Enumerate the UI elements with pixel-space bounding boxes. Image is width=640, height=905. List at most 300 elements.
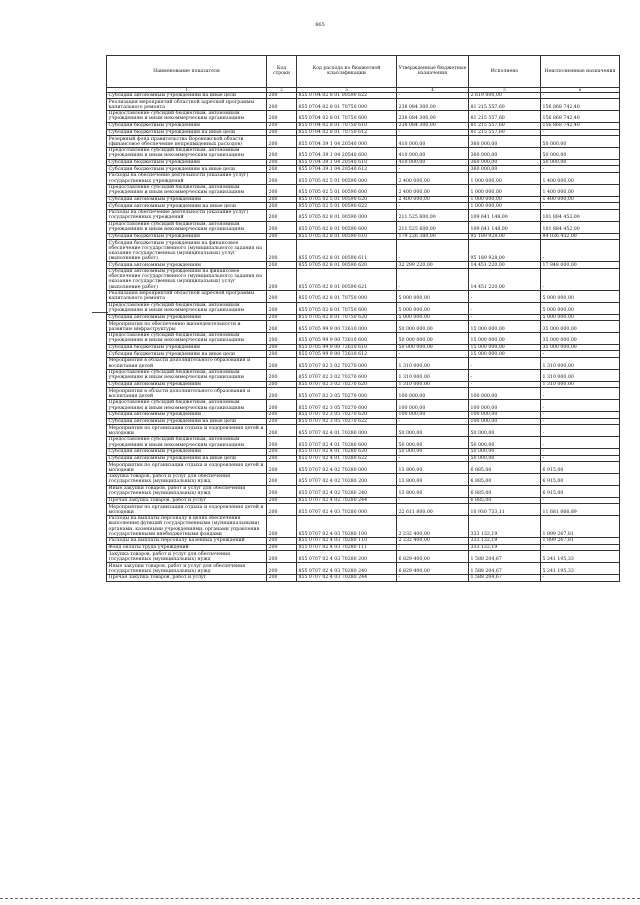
table-row xyxy=(107,221,620,233)
indicator-name-cell: Расходы на обеспечение деятельности (оказание услуг) государственных учреждений xyxy=(107,210,267,222)
table-row xyxy=(107,240,620,262)
executed-cell: 2 619 000,00 xyxy=(469,92,541,99)
indicator-name-cell: Субсидии автономным учреждениям на иные цели xyxy=(107,418,267,425)
approved-cell: 50 000,00 xyxy=(397,437,469,449)
approved-cell: 2 232 400,00 xyxy=(397,516,469,538)
column-number: 3 xyxy=(297,87,397,92)
executed-cell: 1 000 000,00 xyxy=(469,196,541,203)
approved-cell: 2 400 000,00 xyxy=(397,184,469,196)
executed-cell: 1 588 204,67 xyxy=(469,563,541,575)
approved-cell: 6 829 400,00 xyxy=(397,551,469,563)
budget-code-cell: 855 0704 39 1 04 20540 610 xyxy=(297,159,397,166)
indicator-name-cell: Закупка товаров, работ и услуг для обеспечения государственных (муниципальных) нужд xyxy=(107,551,267,563)
unexecuted-cell: - xyxy=(541,388,620,400)
unexecuted-cell: 1 400 000,00 xyxy=(541,173,620,185)
executed-cell: - xyxy=(469,358,541,370)
unexecuted-cell: 1 400 000,00 xyxy=(541,184,620,196)
table-row xyxy=(107,203,620,210)
budget-code-cell: 855 0705 02 8 01 00590 610 xyxy=(297,233,397,240)
indicator-name-cell: Предоставление субсидий бюджетным, автономным учреждениям и иным некоммерческим организациям xyxy=(107,400,267,412)
unexecuted-cell: 1 310 000,00 xyxy=(541,358,620,370)
unexecuted-cell: 5 000 000,00 xyxy=(541,290,620,302)
unexecuted-cell: 5 000 000,00 xyxy=(541,314,620,321)
indicator-name-cell: Мероприятия по организации отдыха и оздоровления детей и молодежи xyxy=(107,425,267,437)
table-body xyxy=(107,92,620,581)
line-code-cell: 200 xyxy=(267,314,297,321)
table-row xyxy=(107,448,620,455)
table-row xyxy=(107,233,620,240)
table-row xyxy=(107,474,620,486)
line-code-cell: 200 xyxy=(267,358,297,370)
approved-cell: 6 829 400,00 xyxy=(397,563,469,575)
executed-cell: 360 000,00 xyxy=(469,136,541,148)
budget-code-cell: 855 0707 02 3 02 70270 000 xyxy=(297,358,397,370)
line-code-cell: 200 xyxy=(267,196,297,203)
budget-code-cell: 855 0705 02 5 01 00590 622 xyxy=(297,203,397,210)
table-row xyxy=(107,497,620,504)
table-row xyxy=(107,388,620,400)
budget-code-cell: 855 0704 39 1 04 20540 000 xyxy=(297,136,397,148)
unexecuted-cell: - xyxy=(541,129,620,136)
budget-code-cell: 855 0707 02 3 02 70270 600 xyxy=(297,369,397,381)
unexecuted-cell: - xyxy=(541,351,620,358)
header-line-code: Код строки xyxy=(267,56,297,88)
line-code-cell: 200 xyxy=(267,497,297,504)
budget-code-cell: 855 0705 99 9 00 72610 610 xyxy=(297,344,397,351)
budget-code-cell: 855 0704 02 8 01 70750 612 xyxy=(297,129,397,136)
table-row xyxy=(107,485,620,497)
line-code-cell: 200 xyxy=(267,302,297,314)
executed-cell: 100 000,00 xyxy=(469,411,541,418)
executed-cell: - xyxy=(469,369,541,381)
table-row xyxy=(107,321,620,333)
approved-cell: - xyxy=(397,455,469,462)
approved-cell: 50 000 000,00 xyxy=(397,321,469,333)
unexecuted-cell: - xyxy=(541,269,620,291)
line-code-cell: 200 xyxy=(267,203,297,210)
unexecuted-cell: 50 000,00 xyxy=(541,148,620,160)
approved-cell: - xyxy=(397,575,469,582)
unexecuted-cell: 6 915,00 xyxy=(541,474,620,486)
budget-code-cell: 855 0704 02 8 01 70750 600 xyxy=(297,111,397,123)
column-number: 1 xyxy=(107,87,267,92)
budget-execution-table xyxy=(106,55,620,582)
indicator-name-cell: Субсидии бюджетным учреждениям xyxy=(107,159,267,166)
executed-cell: 15 000 000,00 xyxy=(469,333,541,345)
table-row xyxy=(107,437,620,449)
approved-cell: - xyxy=(397,129,469,136)
indicator-name-cell: Субсидии автономным учреждениям на иные цели xyxy=(107,455,267,462)
approved-cell: - xyxy=(397,269,469,291)
budget-code-cell: 855 0704 39 1 04 20540 600 xyxy=(297,148,397,160)
approved-cell: 1 310 000,00 xyxy=(397,369,469,381)
indicator-name-cell: Субсидии бюджетным учреждениям на финансовое обеспечение государственного (муниципального) задания на оказание государственных (муниципальных) услуг (выполнение работ) xyxy=(107,240,267,262)
indicator-name-cell: Предоставление субсидий бюджетным, автономным учреждениям и иным некоммерческим организациям xyxy=(107,302,267,314)
indicator-name-cell: Субсидии бюджетным учреждениям xyxy=(107,122,267,129)
line-code-cell: 200 xyxy=(267,388,297,400)
table-row xyxy=(107,544,620,551)
approved-cell: - xyxy=(397,351,469,358)
indicator-name-cell: Расходы на выплаты персоналу в целях обеспечения выполнения функций государственными (муниципальными) органами, казенными учреждениями, органами управления государственными внебюджетными фондами xyxy=(107,516,267,538)
executed-cell: 14 451 220,00 xyxy=(469,269,541,291)
executed-cell: 95 189 928,00 xyxy=(469,233,541,240)
line-code-cell: 200 xyxy=(267,159,297,166)
approved-cell: 179 226 380,00 xyxy=(397,233,469,240)
executed-cell: 333 132,19 xyxy=(469,544,541,551)
line-code-cell: 200 xyxy=(267,381,297,388)
approved-cell: 211 525 600,00 xyxy=(397,221,469,233)
line-code-cell: 200 xyxy=(267,544,297,551)
line-code-cell: 200 xyxy=(267,173,297,185)
executed-cell: 15 000 000,00 xyxy=(469,321,541,333)
executed-cell: 50 000,00 xyxy=(469,448,541,455)
line-code-cell: 200 xyxy=(267,551,297,563)
executed-cell: 1 000 000,00 xyxy=(469,203,541,210)
executed-cell: 14 451 220,00 xyxy=(469,262,541,269)
indicator-name-cell: Иные закупки товаров, работ и услуг для обеспечения государственных (муниципальных) нужд xyxy=(107,563,267,575)
indicator-name-cell: Субсидии автономным учреждениям xyxy=(107,196,267,203)
indicator-name-cell: Расходы на обеспечение деятельности (оказание услуг) государственных учреждений xyxy=(107,173,267,185)
line-code-cell: 200 xyxy=(267,351,297,358)
executed-cell: 360 000,00 xyxy=(469,159,541,166)
indicator-name-cell: Субсидии автономным учреждениям xyxy=(107,381,267,388)
indicator-name-cell: Мероприятия по организации отдыха и оздоровления детей и молодежи xyxy=(107,462,267,474)
line-code-cell: 200 xyxy=(267,437,297,449)
executed-cell: - xyxy=(469,314,541,321)
indicator-name-cell: Предоставление субсидий бюджетным, автономным учреждениям и иным некоммерческим организациям xyxy=(107,111,267,123)
executed-cell: 1 000 000,00 xyxy=(469,173,541,185)
budget-code-cell: 855 0707 02 3 02 70270 620 xyxy=(297,381,397,388)
indicator-name-cell: Фонд оплаты труда учреждений xyxy=(107,544,267,551)
budget-code-cell: 855 0707 02 4 01 70280 000 xyxy=(297,425,397,437)
indicator-name-cell: Предоставление субсидий бюджетным, автономным учреждениям и иным некоммерческим организациям xyxy=(107,437,267,449)
budget-code-cell: 855 0705 02 5 01 00590 620 xyxy=(297,196,397,203)
line-code-cell: 200 xyxy=(267,344,297,351)
unexecuted-cell: 50 000,00 xyxy=(541,159,620,166)
budget-code-cell: 855 0705 02 8 01 70750 000 xyxy=(297,290,397,302)
indicator-name-cell: Прочая закупка товаров, работ и услуг xyxy=(107,575,267,582)
indicator-name-cell: Субсидии бюджетным учреждениям на иные цели xyxy=(107,351,267,358)
line-code-cell: 200 xyxy=(267,129,297,136)
table-row xyxy=(107,369,620,381)
approved-cell: 13 800,00 xyxy=(397,462,469,474)
line-code-cell: 200 xyxy=(267,538,297,545)
budget-code-cell: 855 0705 02 8 01 00590 000 xyxy=(297,210,397,222)
table-row xyxy=(107,210,620,222)
line-code-cell: 200 xyxy=(267,321,297,333)
table-row xyxy=(107,148,620,160)
unexecuted-cell: - xyxy=(541,411,620,418)
budget-code-cell: 855 0705 02 8 01 00590 600 xyxy=(297,221,397,233)
approved-cell: 50 000 000,00 xyxy=(397,344,469,351)
budget-code-cell: 855 0707 02 4 02 70280 240 xyxy=(297,485,397,497)
budget-code-cell: 855 0704 39 1 04 20540 612 xyxy=(297,166,397,173)
table-row xyxy=(107,455,620,462)
line-code-cell: 200 xyxy=(267,411,297,418)
executed-cell: - xyxy=(469,381,541,388)
indicator-name-cell: Субсидии бюджетным учреждениям xyxy=(107,233,267,240)
indicator-name-cell: Предоставление субсидий бюджетным, автономным учреждениям и иным некоммерческим организациям xyxy=(107,221,267,233)
indicator-name-cell: Субсидии автономным учреждениям xyxy=(107,314,267,321)
table-row xyxy=(107,92,620,99)
table-row xyxy=(107,425,620,437)
unexecuted-cell: 1 400 000,00 xyxy=(541,196,620,203)
table-row xyxy=(107,411,620,418)
line-code-cell: 200 xyxy=(267,240,297,262)
budget-code-cell: 855 0705 02 5 01 00590 000 xyxy=(297,173,397,185)
indicator-name-cell: Резервный фонд правительства Воронежской области (финансовое обеспечение непредвиденных расходов) xyxy=(107,136,267,148)
line-code-cell: 200 xyxy=(267,462,297,474)
executed-cell: 50 000,00 xyxy=(469,437,541,449)
unexecuted-cell: 84 036 452,00 xyxy=(541,233,620,240)
unexecuted-cell: 1 899 267,81 xyxy=(541,538,620,545)
line-code-cell: 200 xyxy=(267,122,297,129)
approved-cell: 2 232 400,00 xyxy=(397,538,469,545)
executed-cell: 15 000 000,00 xyxy=(469,351,541,358)
indicator-name-cell: Предоставление субсидий бюджетным, автономным учреждениям и иным некоммерческим организациям xyxy=(107,369,267,381)
unexecuted-cell: 6 915,00 xyxy=(541,485,620,497)
budget-code-cell: 855 0707 02 3 05 70270 620 xyxy=(297,411,397,418)
executed-cell: 15 000 000,00 xyxy=(469,344,541,351)
table-row xyxy=(107,173,620,185)
unexecuted-cell: - xyxy=(541,497,620,504)
executed-cell: 81 215 557,60 xyxy=(469,129,541,136)
unexecuted-cell: - xyxy=(541,437,620,449)
executed-cell: 6 885,00 xyxy=(469,497,541,504)
line-code-cell: 200 xyxy=(267,400,297,412)
unexecuted-cell: 35 000 000,00 xyxy=(541,344,620,351)
table-row xyxy=(107,462,620,474)
approved-cell: 1 310 000,00 xyxy=(397,381,469,388)
line-code-cell: 200 xyxy=(267,448,297,455)
line-code-cell: 200 xyxy=(267,136,297,148)
executed-cell: 109 641 148,00 xyxy=(469,210,541,222)
indicator-name-cell: Субсидии автономным учреждениям на иные цели xyxy=(107,92,267,99)
approved-cell: 13 800,00 xyxy=(397,485,469,497)
indicator-name-cell: Субсидии автономным учреждениям на финансовое обеспечение государственного (муниципального) задания на оказание государственных (муниципальных) услуг (выполнение работ) xyxy=(107,269,267,291)
approved-cell: - xyxy=(397,240,469,262)
table-row xyxy=(107,563,620,575)
line-code-cell: 200 xyxy=(267,221,297,233)
budget-code-cell: 855 0704 02 8 01 70750 610 xyxy=(297,122,397,129)
unexecuted-cell: - xyxy=(541,575,620,582)
approved-cell: 238 084 300,00 xyxy=(397,122,469,129)
table-row xyxy=(107,418,620,425)
column-number: 4 xyxy=(397,87,469,92)
unexecuted-cell: 101 884 452,00 xyxy=(541,221,620,233)
line-code-cell: 200 xyxy=(267,504,297,516)
budget-code-cell: 855 0705 99 9 00 72610 612 xyxy=(297,351,397,358)
column-number: 5 xyxy=(469,87,541,92)
budget-code-cell: 855 0705 02 8 01 70750 620 xyxy=(297,314,397,321)
table-row xyxy=(107,136,620,148)
approved-cell: - xyxy=(397,497,469,504)
approved-cell: 2 400 000,00 xyxy=(397,173,469,185)
approved-cell: 410 000,00 xyxy=(397,148,469,160)
executed-cell: 6 885,00 xyxy=(469,462,541,474)
indicator-name-cell: Предоставление субсидий бюджетным, автономным учреждениям и иным некоммерческим организациям xyxy=(107,148,267,160)
margin-mark xyxy=(92,312,108,313)
budget-code-cell: 855 0705 02 8 01 00590 621 xyxy=(297,269,397,291)
unexecuted-cell: - xyxy=(541,425,620,437)
unexecuted-cell: - xyxy=(541,544,620,551)
budget-code-cell: 855 0707 02 4 03 70280 000 xyxy=(297,504,397,516)
budget-code-cell: 855 0705 99 9 00 72610 000 xyxy=(297,321,397,333)
approved-cell: 5 000 000,00 xyxy=(397,290,469,302)
approved-cell: 100 000,00 xyxy=(397,400,469,412)
budget-code-cell: 855 0707 02 4 01 70280 600 xyxy=(297,437,397,449)
approved-cell: 238 084 300,00 xyxy=(397,111,469,123)
budget-code-cell: 855 0707 02 4 03 70280 244 xyxy=(297,575,397,582)
unexecuted-cell: 5 000 000,00 xyxy=(541,302,620,314)
budget-code-cell: 855 0707 02 4 03 70280 111 xyxy=(297,544,397,551)
budget-code-cell: 855 0707 02 3 05 70270 600 xyxy=(297,400,397,412)
budget-code-cell: 855 0705 02 8 01 70750 600 xyxy=(297,302,397,314)
approved-cell: - xyxy=(397,418,469,425)
unexecuted-cell: - xyxy=(541,455,620,462)
budget-code-cell: 855 0704 02 8 01 00590 622 xyxy=(297,92,397,99)
table-row xyxy=(107,400,620,412)
budget-code-cell: 855 0707 02 4 01 70280 620 xyxy=(297,448,397,455)
indicator-name-cell: Субсидии автономным учреждениям на иные цели xyxy=(107,203,267,210)
indicator-name-cell: Мероприятия в области дополнительного образования и воспитания детей xyxy=(107,388,267,400)
budget-code-cell: 855 0707 02 4 02 70280 244 xyxy=(297,497,397,504)
budget-code-cell: 855 0705 02 5 01 00590 600 xyxy=(297,184,397,196)
table-row xyxy=(107,166,620,173)
table-row xyxy=(107,290,620,302)
unexecuted-cell: - xyxy=(541,92,620,99)
executed-cell: - xyxy=(469,290,541,302)
unexecuted-cell: 11 681 066,89 xyxy=(541,504,620,516)
approved-cell: 22 611 800,00 xyxy=(397,504,469,516)
table-row xyxy=(107,358,620,370)
indicator-name-cell: Субсидии бюджетным учреждениям xyxy=(107,344,267,351)
budget-code-cell: 855 0707 02 4 03 70280 200 xyxy=(297,551,397,563)
executed-cell: 6 885,00 xyxy=(469,485,541,497)
table-row xyxy=(107,184,620,196)
executed-cell: 81 215 557,60 xyxy=(469,111,541,123)
approved-cell: 5 000 000,00 xyxy=(397,314,469,321)
line-code-cell: 200 xyxy=(267,474,297,486)
indicator-name-cell: Реализация мероприятий областной адресной программы капитального ремонта xyxy=(107,99,267,111)
unexecuted-cell: - xyxy=(541,448,620,455)
executed-cell: 1 588 204,67 xyxy=(469,551,541,563)
table-row xyxy=(107,516,620,538)
line-code-cell: 200 xyxy=(267,210,297,222)
unexecuted-cell: 1 310 000,00 xyxy=(541,381,620,388)
indicator-name-cell: Субсидии автономным учреждениям xyxy=(107,448,267,455)
budget-code-cell: 855 0707 02 4 01 70280 622 xyxy=(297,455,397,462)
page-number: 865 xyxy=(315,22,325,28)
table-row xyxy=(107,344,620,351)
column-number: 6 xyxy=(541,87,620,92)
approved-cell: - xyxy=(397,92,469,99)
unexecuted-cell: 1 310 000,00 xyxy=(541,369,620,381)
approved-cell: 100 000,00 xyxy=(397,388,469,400)
budget-code-cell: 855 0707 02 4 03 70280 100 xyxy=(297,516,397,538)
header-unexecuted: Неисполненные назначения xyxy=(541,56,620,88)
header-executed: Исполнено xyxy=(469,56,541,88)
line-code-cell: 200 xyxy=(267,262,297,269)
indicator-name-cell: Реализация мероприятий областной адресной программы капитального ремонта xyxy=(107,290,267,302)
budget-code-cell: 855 0707 02 4 03 70280 240 xyxy=(297,563,397,575)
approved-cell: 2 400 000,00 xyxy=(397,196,469,203)
page-bottom-rule xyxy=(0,898,640,899)
approved-cell: 50 000,00 xyxy=(397,448,469,455)
header-approved: Утвержденные бюджетные назначения xyxy=(397,56,469,88)
executed-cell: 109 641 148,00 xyxy=(469,221,541,233)
executed-cell: 333 132,19 xyxy=(469,538,541,545)
line-code-cell: 200 xyxy=(267,166,297,173)
unexecuted-cell: 17 848 000,00 xyxy=(541,262,620,269)
header-indicator-name: Наименование показателя xyxy=(107,56,267,88)
unexecuted-cell: 35 000 000,00 xyxy=(541,321,620,333)
executed-cell: 1 588 204,67 xyxy=(469,575,541,582)
table-row xyxy=(107,159,620,166)
budget-code-cell: 855 0704 02 8 01 70750 000 xyxy=(297,99,397,111)
table-row xyxy=(107,302,620,314)
table-row xyxy=(107,575,620,582)
indicator-name-cell: Субсидии автономным учреждениям xyxy=(107,411,267,418)
unexecuted-cell: - xyxy=(541,240,620,262)
executed-cell: 333 132,19 xyxy=(469,516,541,538)
unexecuted-cell: 156 868 742,40 xyxy=(541,111,620,123)
budget-code-cell: 855 0707 02 3 05 70270 622 xyxy=(297,418,397,425)
executed-cell: 100 000,00 xyxy=(469,400,541,412)
column-number: 2 xyxy=(267,87,297,92)
indicator-name-cell: Субсидии автономным учреждениям xyxy=(107,262,267,269)
approved-cell: 5 000 000,00 xyxy=(397,302,469,314)
executed-cell: 360 000,00 xyxy=(469,166,541,173)
table-row xyxy=(107,111,620,123)
line-code-cell: 200 xyxy=(267,184,297,196)
line-code-cell: 200 xyxy=(267,111,297,123)
line-code-cell: 200 xyxy=(267,99,297,111)
approved-cell: 410 000,00 xyxy=(397,136,469,148)
budget-code-cell: 855 0705 99 9 00 72610 600 xyxy=(297,333,397,345)
approved-cell: - xyxy=(397,544,469,551)
line-code-cell: 200 xyxy=(267,455,297,462)
indicator-name-cell: Прочая закупка товаров, работ и услуг xyxy=(107,497,267,504)
table-row xyxy=(107,99,620,111)
budget-code-cell: 855 0705 02 8 01 00590 611 xyxy=(297,240,397,262)
unexecuted-cell: 156 868 742,40 xyxy=(541,99,620,111)
approved-cell: 13 800,00 xyxy=(397,474,469,486)
indicator-name-cell: Предоставление субсидий бюджетным, автономным учреждениям и иным некоммерческим организациям xyxy=(107,184,267,196)
table-row xyxy=(107,351,620,358)
executed-cell: 81 215 557,60 xyxy=(469,122,541,129)
line-code-cell: 200 xyxy=(267,148,297,160)
budget-code-cell: 855 0707 02 4 02 70280 200 xyxy=(297,474,397,486)
executed-cell: 81 215 557,60 xyxy=(469,99,541,111)
executed-cell: 1 000 000,00 xyxy=(469,184,541,196)
approved-cell: 50 000 000,00 xyxy=(397,333,469,345)
unexecuted-cell: 1 899 267,81 xyxy=(541,516,620,538)
line-code-cell: 200 xyxy=(267,290,297,302)
line-code-cell: 200 xyxy=(267,369,297,381)
unexecuted-cell: - xyxy=(541,166,620,173)
indicator-name-cell: Субсидии бюджетным учреждениям на иные цели xyxy=(107,129,267,136)
approved-cell: 1 310 000,00 xyxy=(397,358,469,370)
budget-code-cell: 855 0707 02 4 03 70280 110 xyxy=(297,538,397,545)
executed-cell: 50 000,00 xyxy=(469,455,541,462)
line-code-cell: 200 xyxy=(267,516,297,538)
budget-code-cell: 855 0707 02 3 05 70270 000 xyxy=(297,388,397,400)
table-row xyxy=(107,196,620,203)
line-code-cell: 200 xyxy=(267,333,297,345)
table-row xyxy=(107,333,620,345)
line-code-cell: 200 xyxy=(267,418,297,425)
